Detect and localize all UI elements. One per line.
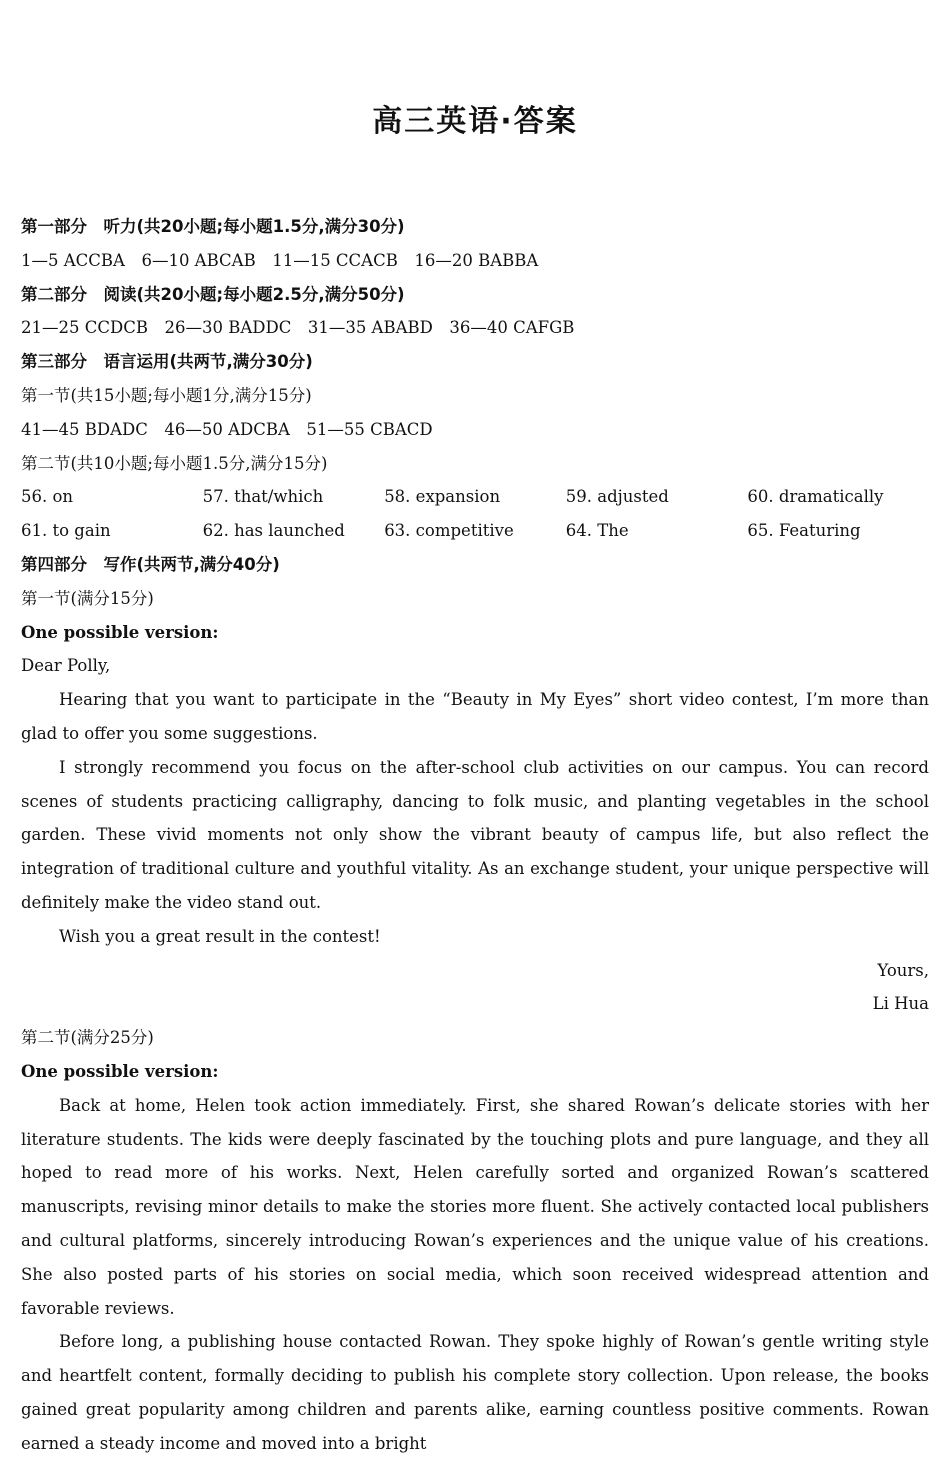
letter-paragraph: I strongly recommend you focus on the after-school club activities on our campus. You can record scenes of students practicing calligraphy, dancing to folk music, and planting vegetables in the school garden. These vivid moments not only show the vibrant beauty of campus life, but also reflect the integration of traditional culture and youthful vitality. As an exchange student, your unique perspective will definitely make the video stand out. [21, 757, 929, 912]
story-paragraph: Before long, a publishing house contacted Rowan. They spoke highly of Rowan’s gentle writing style and heartfelt content, formally deciding to publish his complete story collection. Upon release, the books gained great popularity among children and parents alike, earning countless positive comments. Rowan earned a steady income and moved into a bright [21, 1332, 929, 1453]
answer-content [21, 210, 929, 1453]
part3-sec1-answers: 41—45 BDADC 46—50 ADCBA 51—55 CBACD [21, 419, 433, 439]
page-title: 高三英语·答案 [372, 104, 578, 139]
answer-cell: 56. on [21, 487, 74, 507]
answer-cell: 63. competitive [384, 521, 514, 541]
answer-cell: 57. that/which [202, 487, 324, 507]
answer-cell: 64. The [565, 521, 629, 541]
part3-heading: 第三部分 语言运用(共两节,满分30分) [21, 352, 313, 372]
version-label: One possible version: [21, 1061, 219, 1081]
part2-answers: 21—25 CCDCB 26—30 BADDC 31—35 ABABD 36—40 CAFGB [21, 318, 575, 338]
answer-cell: 65. Featuring [747, 521, 861, 541]
answer-cell: 62. has launched [202, 521, 345, 541]
letter-paragraph: Hearing that you want to participate in the “Beauty in My Eyes” short video contest, I’m more than glad to offer you some suggestions. [21, 690, 929, 743]
answer-cell: 58. expansion [384, 487, 501, 507]
part1-answers: 1—5 ACCBA 6—10 ABCAB 11—15 CCACB 16—20 BABBA [21, 250, 539, 270]
version-label: One possible version: [21, 622, 219, 642]
part4-heading: 第四部分 写作(共两节,满分40分) [21, 554, 280, 574]
part3-sec1-heading: 第一节(共15小题;每小题1分,满分15分) [21, 385, 312, 405]
story-paragraph: Back at home, Helen took action immediately. First, she shared Rowan’s delicate stories with her literature students. The kids were deeply fascinated by the touching plots and pure language, and they all hoped to read more of his works. Next, Helen carefully sorted and organized Rowan’s scattered manuscripts, revising minor details to make the stories more fluent. She actively contacted local publishers and cultural platforms, sincerely introducing Rowan’s experiences and the unique value of his creations. She also posted parts of his stories on social media, which soon received widespread attention and favorable reviews. [21, 1095, 929, 1318]
part3-sec2-heading: 第二节(共10小题;每小题1.5分,满分15分) [21, 453, 328, 473]
answer-grid-row [21, 514, 929, 548]
letter-paragraph: Wish you a great result in the contest! [59, 926, 381, 946]
answer-cell: 60. dramatically [747, 487, 884, 507]
letter-signature: Li Hua [872, 994, 929, 1014]
part4-sec2-heading: 第二节(满分25分) [21, 1028, 154, 1048]
part4-sec1-heading: 第一节(满分15分) [21, 588, 154, 608]
letter-closing: Yours, [877, 960, 929, 980]
part1-heading: 第一部分 听力(共20小题;每小题1.5分,满分30分) [21, 217, 405, 236]
answer-grid-row [21, 480, 929, 514]
letter-greeting: Dear Polly, [21, 656, 111, 676]
part2-heading: 第二部分 阅读(共20小题;每小题2.5分,满分50分) [21, 284, 405, 304]
answer-cell: 61. to gain [21, 521, 111, 541]
answer-cell: 59. adjusted [565, 487, 669, 507]
